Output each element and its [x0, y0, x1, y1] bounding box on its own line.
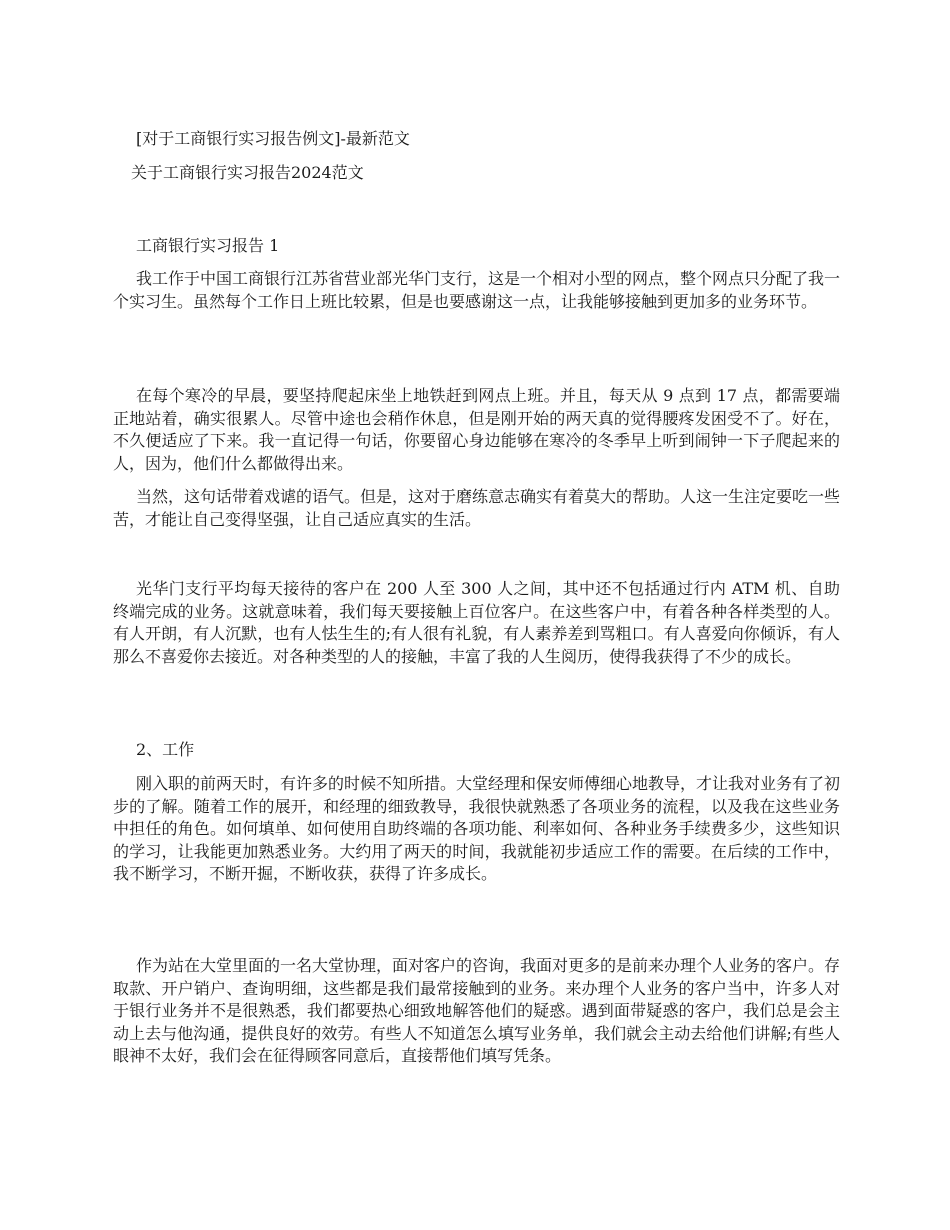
paragraph-1: 我工作于中国工商银行江苏省营业部光华门支行，这是一个相对小型的网点，整个网点只分配了我一个实习生。虽然每个工作日上班比较累，但是也要感谢这一点，让我能够接触到更加多的业务环节。 — [113, 269, 841, 311]
paragraph-4: 光华门支行平均每天接待的客户在 200 人至 300 人之间，其中还不包括通过行内 ATM 机、自助终端完成的业务。这就意味着，我们每天要接触上百位客户。在这些客户中，有着各种各样类型的人。有人开朗，有人沉默，也有人怯生生的;有人很有礼貌，有人素养差到骂粗口。有人喜爱向你倾诉，有人那么不喜爱你去接近。对各种类型的人的接触，丰富了我的人生阅历，使得我获得了不少的成长。 — [113, 579, 840, 666]
document-title: [对于工商银行实习报告例文]-最新范文 — [136, 129, 410, 148]
paragraph-2: 在每个寒冷的早晨，要坚持爬起床坐上地铁赶到网点上班。并且，每天从 9 点到 17 点，都需要端正地站着，确实很累人。尽管中途也会稍作休息，但是刚开始的两天真的觉得腰疼发困受不了。好在，不久便适应了下来。我一直记得一句话，你要留心身边能够在寒冷的冬季早上听到闹钟一下子爬起来的人，因为，他们什么都做得出来。 — [113, 386, 840, 473]
paragraph-3: 当然，这句话带着戏谑的语气。但是，这对于磨练意志确实有着莫大的帮助。人这一生注定要吃一些苦，才能让自己变得坚强，让自己适应真实的生活。 — [113, 487, 841, 529]
section-heading-2: 2、工作 — [136, 740, 195, 759]
document-subtitle: 关于工商银行实习报告2024范文 — [131, 163, 364, 182]
paragraph-6: 作为站在大堂里面的一名大堂协理，面对客户的咨询，我面对更多的是前来办理个人业务的客户。存取款、开户销户、查询明细，这些都是我们最常接触到的业务。来办理个人业务的客户当中，许多人对于银行业务并不是很熟悉，我们都要热心细致地解答他们的疑惑。遇到面带疑惑的客户，我们总是会主动上去与他沟通，提供良好的效劳。有些人不知道怎么填写业务单，我们就会主动去给他们讲解;有些人眼神不太好，我们会在征得顾客同意后，直接帮他们填写凭条。 — [113, 956, 841, 1065]
section-heading-1: 工商银行实习报告 1 — [136, 236, 280, 255]
paragraph-5: 刚入职的前两天时，有许多的时候不知所措。大堂经理和保安师傅细心地教导，才让我对业务有了初步的了解。随着工作的展开，和经理的细致教导，我很快就熟悉了各项业务的流程，以及我在这些业务中担任的角色。如何填单、如何使用自助终端的各项功能、利率如何、各种业务手续费多少，这些知识的学习，让我能更加熟悉业务。大约用了两天的时间，我就能初步适应工作的需要。在后续的工作中，我不断学习，不断开掘，不断收获，获得了许多成长。 — [113, 774, 841, 883]
